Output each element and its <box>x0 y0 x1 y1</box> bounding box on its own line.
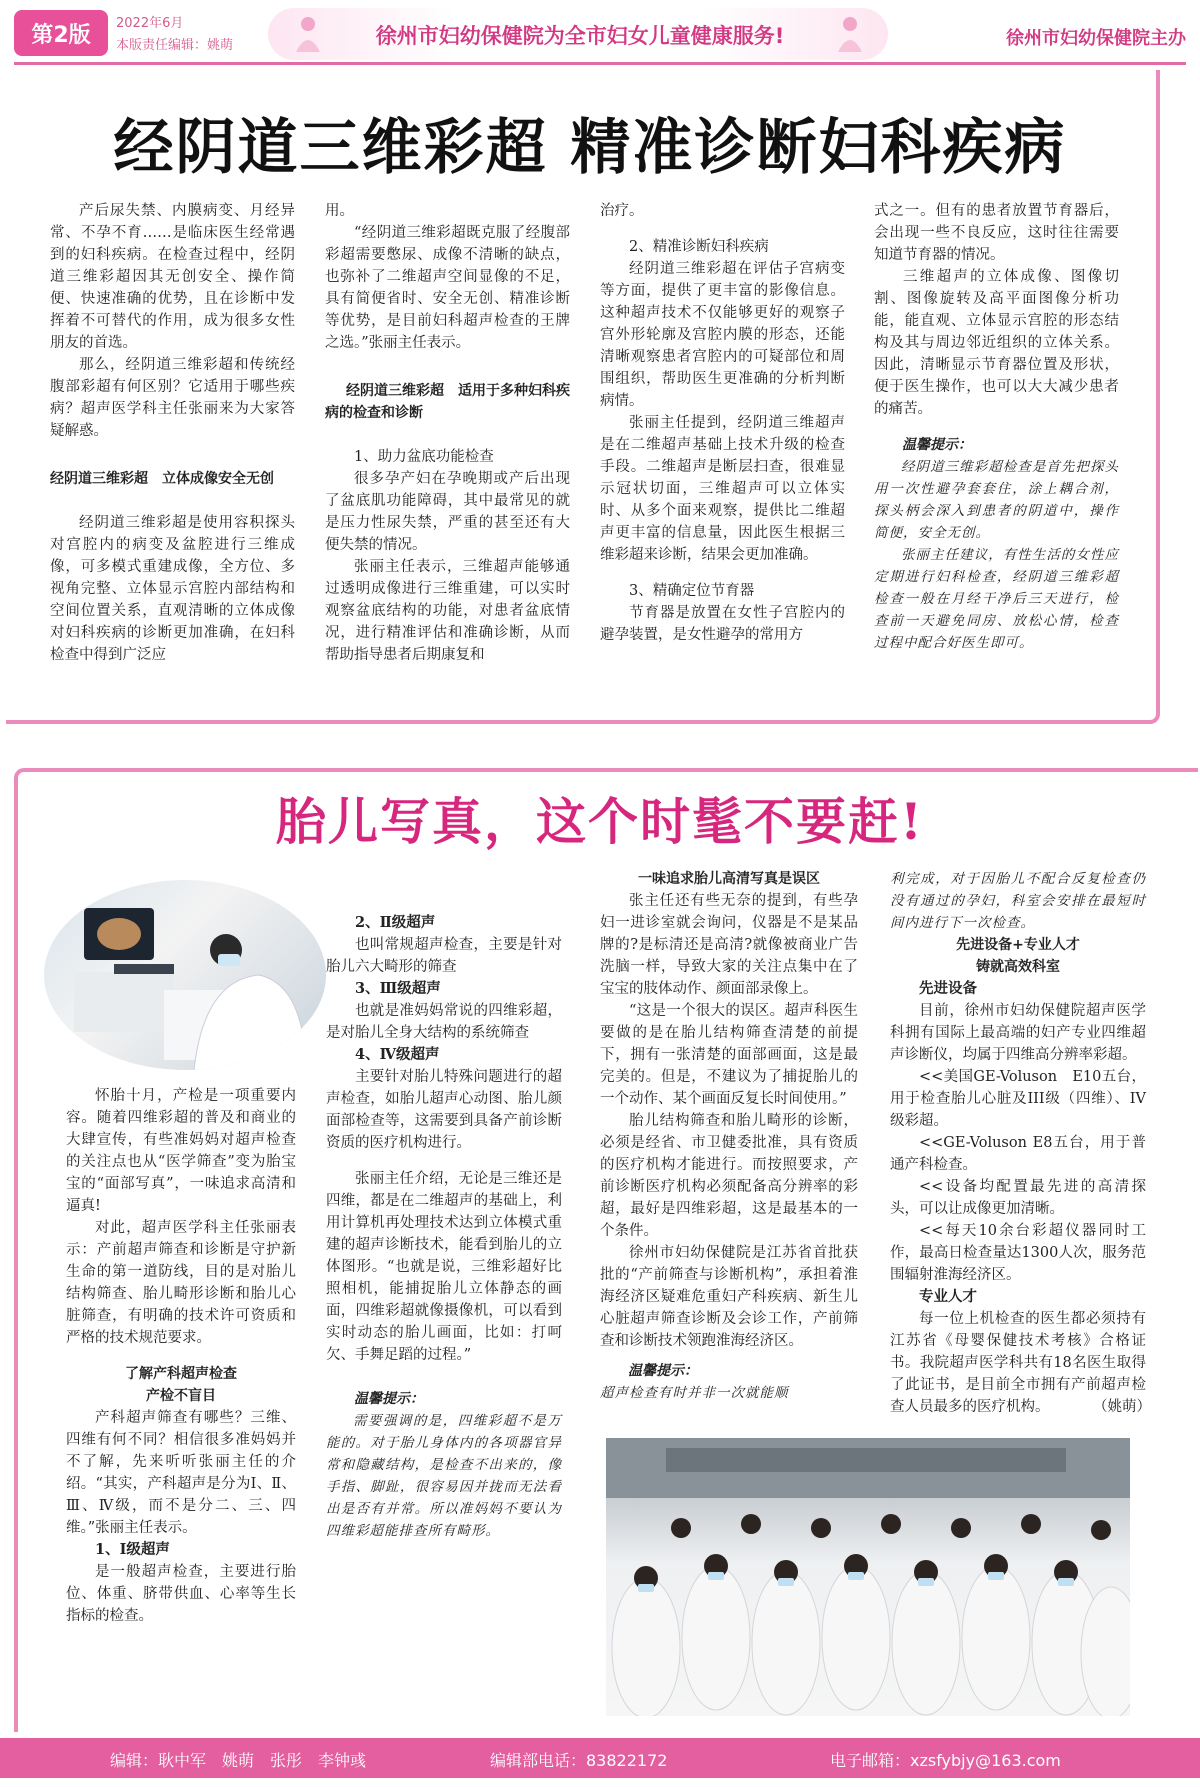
paragraph: 主要针对胎儿特殊问题进行的超声检查，如胎儿超声心动图、胎儿颜面部检查等，这需要到具备产前诊断资质的医疗机构进行。 <box>326 1069 562 1151</box>
edition-badge: 第2版 <box>14 10 108 56</box>
spacer <box>50 498 295 512</box>
paragraph: 每一位上机检查的医生都必须持有江苏省《母婴保健技术考核》合格证书。我院超声医学科共有18名医生取得了此证书，是目前全市拥有产前超声检查人员最多的医疗机构。 （姚萌） <box>890 1311 1151 1415</box>
paragraph: “这是一个很大的误区。超声科医生要做的是在胎儿结构筛查清楚的前提下，拥有一张清楚的面部画面，这是最完美的。但是，不建议为了捕捉胎儿的一个动作、某个画面反复长时间使用。” <box>600 1003 858 1107</box>
list-heading: 1、Ⅰ级超声 <box>95 1541 170 1558</box>
spacer <box>325 432 570 446</box>
article1-column-3 <box>600 200 845 646</box>
paragraph: 经阴道三维彩超在评估子宫病变等方面，提供了更丰富的影像信息。这种超声技术不仅能够更好的观察子宫外形轮廓及宫腔内膜的形态，还能清晰观察患者宫腔内的可疑部位和周围组织，帮助医生更准确的分析判断病情。 <box>600 261 845 409</box>
subheading: 经阴道三维彩超 适用于多种妇科疾病的检查和诊断 <box>325 383 570 421</box>
paragraph: 式之一。但有的患者放置节育器后，会出现一些不良反应，这时往往需要知道节育器的情况。 <box>874 203 1119 263</box>
footer-phone: 编辑部电话：83822172 <box>490 1751 668 1770</box>
banner-slogan: 徐州市妇幼保健院为全市妇女儿童健康服务! <box>375 24 785 48</box>
paragraph: <<设备均配置最先进的高清探头，可以让成像更加清晰。 <box>890 1179 1146 1217</box>
article2-column-2 <box>326 912 562 1542</box>
paragraph: 三维超声的立体成像、图像切割、图像旋转及高平面图像分析功能，能直观、立体显示宫腔的形态结构及其与周边邻近组织的立体关系。因此，清晰显示节育器位置及形状，便于医生操作，也可以大大减少患者的痛苦。 <box>874 269 1119 417</box>
tip-paragraph: 超声检查有时并非一次就能顺 <box>600 1385 789 1401</box>
paragraph: 张丽主任表示，三维超声能够通过透明成像进行三维重建，可以实时观察盆底结构的功能，对患者盆底情况，进行精准评估和准确诊断，从而帮助指导患者后期康复和 <box>325 559 570 663</box>
paragraph: 对此，超声医学科主任张丽表示：产前超声筛查和诊断是守护新生命的第一道防线，目的是对胎儿结构筛查、胎儿畸形诊断和胎儿心脏筛查，有明确的技术许可资质和严格的技术规范要求。 <box>66 1220 296 1346</box>
paragraph: 胎儿结构筛查和胎儿畸形的诊断，必须是经省、市卫健委批准，具有资质的医疗机构才能进行。而按照要求，产前诊断医疗机构必须配备高分辨率的彩超，最好是四维彩超，这是最基本的一个条件。 <box>600 1113 858 1239</box>
article2-title: 胎儿写真，这个时髦不要赶! <box>276 792 924 851</box>
paragraph: 治疗。 <box>600 203 644 219</box>
paragraph: 张丽主任介绍，无论是三维还是四维，都是在二维超声的基础上，利用计算机再处理技术达到立体模式重建的超声诊断技术，能看到胎儿的立体图形。“也就是说，三维彩超好比照相机，能捕捉胎儿立体静态的画面，四维彩超就像摄像机，可以看到实时动态的胎儿画面，比如：打呵欠、手舞足蹈的过程。” <box>326 1171 562 1363</box>
subheading: 先进设备+专业人才 <box>956 937 1080 953</box>
paragraph: 怀胎十月，产检是一项重要内容。随着四维彩超的普及和商业的大肆宣传，有些准妈妈对超声检查的关注点也从“医学筛查”变为胎宝宝的“面部写真”，一味追求高清和逼真! <box>66 1088 296 1214</box>
article1-column-4 <box>874 200 1119 654</box>
section-heading: 先进设备 <box>919 980 977 997</box>
page-footer <box>0 1738 1200 1778</box>
paragraph: 经阴道三维彩超是使用容积探头对宫腔内的病变及盆腔进行三维成像，可多模式重建成像，全方位、多视角完整、立体显示宫腔内部结构和空间位置关系，直观清晰的立体成像对妇科疾病的诊断更加准确，在妇科检查中得到广泛应 <box>50 515 295 663</box>
paragraph: 用。 <box>325 203 354 219</box>
spacer <box>326 1154 562 1168</box>
footer-editors: 编辑：耿中军 姚萌 张彤 李钟彧 <box>110 1751 367 1770</box>
staff-group-photo <box>606 1438 1130 1716</box>
ultrasound-room-photo <box>44 880 326 1070</box>
paragraph: 很多孕产妇在孕晚期或产后出现了盆底肌功能障碍，其中最常见的就是压力性尿失禁，严重的甚至还有大便失禁的情况。 <box>325 471 570 553</box>
page-editor: 本版责任编辑：姚萌 <box>116 38 234 53</box>
list-heading: 2、精准诊断妇科疾病 <box>629 239 769 255</box>
article1-title: 经阴道三维彩超 精准诊断妇科疾病 <box>113 113 1067 183</box>
footer-email[interactable]: 电子邮箱：xzsfybjy@163.com <box>830 1751 1061 1770</box>
paragraph: 也就是准妈妈常说的四维彩超，是对胎儿全身大结构的系统筛查 <box>326 1003 562 1041</box>
paragraph: 目前，徐州市妇幼保健院超声医学科拥有国际上最高端的妇产专业四维超声诊断仪，均属于四维高分辨率彩超。 <box>890 1003 1146 1063</box>
tip-heading: 温馨提示： <box>354 1391 424 1407</box>
list-heading: 4、Ⅳ级超声 <box>355 1046 440 1063</box>
article2-column-4 <box>890 868 1151 1418</box>
issue-date: 2022年6月 <box>116 16 184 31</box>
page-header <box>0 0 1200 68</box>
paragraph: 产科超声筛查有哪些？三维、四维有何不同？相信很多准妈妈并不了解，先来听听张丽主任的介绍。“其实，产科超声是分为Ⅰ、Ⅱ、Ⅲ、Ⅳ级，而不是分二、三、四维。”张丽主任表示。 <box>66 1410 296 1536</box>
paragraph: 张丽主任提到，经阴道三维超声是在二维超声基础上技术升级的检查手段。二维超声是断层扫查，很难显示冠状切面，三维超声可以立体实时、从多个面来观察，提供比二维超声更丰富的信息量，因此医生根据三维彩超来诊断，结果会更加准确。 <box>600 415 845 563</box>
spacer <box>326 1366 562 1380</box>
list-heading: 3、Ⅲ级超声 <box>355 980 441 997</box>
tip-heading: 温馨提示： <box>628 1363 698 1379</box>
paragraph: “经阴道三维彩超既克服了经腹部彩超需要憋尿、成像不清晰的缺点，也弥补了二维超声空间显像的不足，具有简便省时、安全无创、精准诊断等优势，是目前妇科超声检查的王牌之选。”张丽主任表示。 <box>325 225 570 351</box>
paragraph: 张主任还有些无奈的提到，有些孕妇一进诊室就会询问，仪器是不是某品牌的?是标清还是高清?就像被商业广告洗脑一样，导致大家的关注点集中在了宝宝的肢体动作、颜面部录像上。 <box>600 893 858 997</box>
tip-heading: 温馨提示： <box>902 437 972 453</box>
tip-paragraph: 利完成，对于因胎儿不配合反复检查仍没有通过的孕妇，科室会安排在最短时间内进行下一次检查。 <box>890 871 1146 931</box>
subheading: 一味追求胎儿高清写真是误区 <box>638 871 820 887</box>
spacer <box>600 222 845 236</box>
article2-column-3 <box>600 868 858 1404</box>
paragraph: 节育器是放置在女性子宫腔内的避孕装置，是女性避孕的常用方 <box>600 605 845 643</box>
paragraph: <<每天10余台彩超仪器同时工作，最高日检查量达1300人次，服务范围辐射淮海经济区。 <box>890 1223 1146 1283</box>
section-heading: 专业人才 <box>919 1288 977 1305</box>
spacer <box>600 566 845 580</box>
paragraph: 是一般超声检查，主要进行胎位、体重、脐带供血、心率等生长指标的检查。 <box>66 1564 296 1624</box>
subheading: 了解产科超声检查 <box>125 1366 237 1382</box>
tip-paragraph: 需要强调的是，四维彩超不是万能的。对于胎儿身体内的各项器官异常和隐藏结构，是检查不出来的，像手指、脚趾，很容易因并拢而无法看出是否有并常。所以准妈妈不要认为四维彩超能排查所有畸形。 <box>326 1413 562 1539</box>
subheading: 经阴道三维彩超 立体成像安全无创 <box>50 471 274 487</box>
paragraph: 那么，经阴道三维彩超和传统经腹部彩超有何区别？它适用于哪些疾病？超声医学科主任张丽来为大家答疑解惑。 <box>50 357 295 439</box>
paragraph: 产后尿失禁、内膜病变、月经异常、不孕不育……是临床医生经常遇到的妇科疾病。在检查过程中，经阴道三维彩超因其无创安全、操作简便、快速准确的优势，且在诊断中发挥着不可替代的作用，成为很多女性朋友的首选。 <box>50 203 295 351</box>
article1-column-1 <box>50 200 295 666</box>
list-heading: 1、助力盆底功能检查 <box>354 449 494 465</box>
list-heading: 3、精确定位节育器 <box>629 583 755 599</box>
tip-paragraph: 经阴道三维彩超检查是首先把探头用一次性避孕套套住，涂上耦合剂，探头柄会深入到患者的阴道中，操作简便，安全无创。 <box>874 459 1119 541</box>
paragraph: <<GE-Voluson E8五台，用于普通产科检查。 <box>890 1135 1146 1173</box>
spacer <box>66 1349 296 1363</box>
paragraph: 徐州市妇幼保健院是江苏省首批获批的“产前筛查与诊断机构”，承担着淮海经济区疑难危重妇产科疾病、新生儿心脏超声筛查诊断及会诊工作，产前筛查和诊断技术领跑淮海经济区。 <box>600 1245 858 1349</box>
subheading: 产检不盲目 <box>146 1388 216 1404</box>
paragraph: 也叫常规超声检查，主要是针对胎儿六大畸形的筛查 <box>326 937 562 975</box>
header-divider <box>14 62 1186 65</box>
subheading: 铸就高效科室 <box>976 959 1060 975</box>
paragraph: <<美国GE-Voluson E10五台，用于检查胎儿心脏及III级（四维）、IV级彩超。 <box>890 1069 1146 1129</box>
article1-column-2 <box>325 200 570 666</box>
sponsor-label: 徐州市妇幼保健院主办 <box>1006 28 1186 49</box>
list-heading: 2、Ⅱ级超声 <box>355 914 436 931</box>
article2-column-1 <box>66 1085 296 1627</box>
tip-paragraph: 张丽主任建议，有性生活的女性应定期进行妇科检查，经阴道三维彩超检查一般在月经干净后三天进行，检查前一天避免同房、放松心情，检查过程中配合好医生即可。 <box>874 547 1119 651</box>
